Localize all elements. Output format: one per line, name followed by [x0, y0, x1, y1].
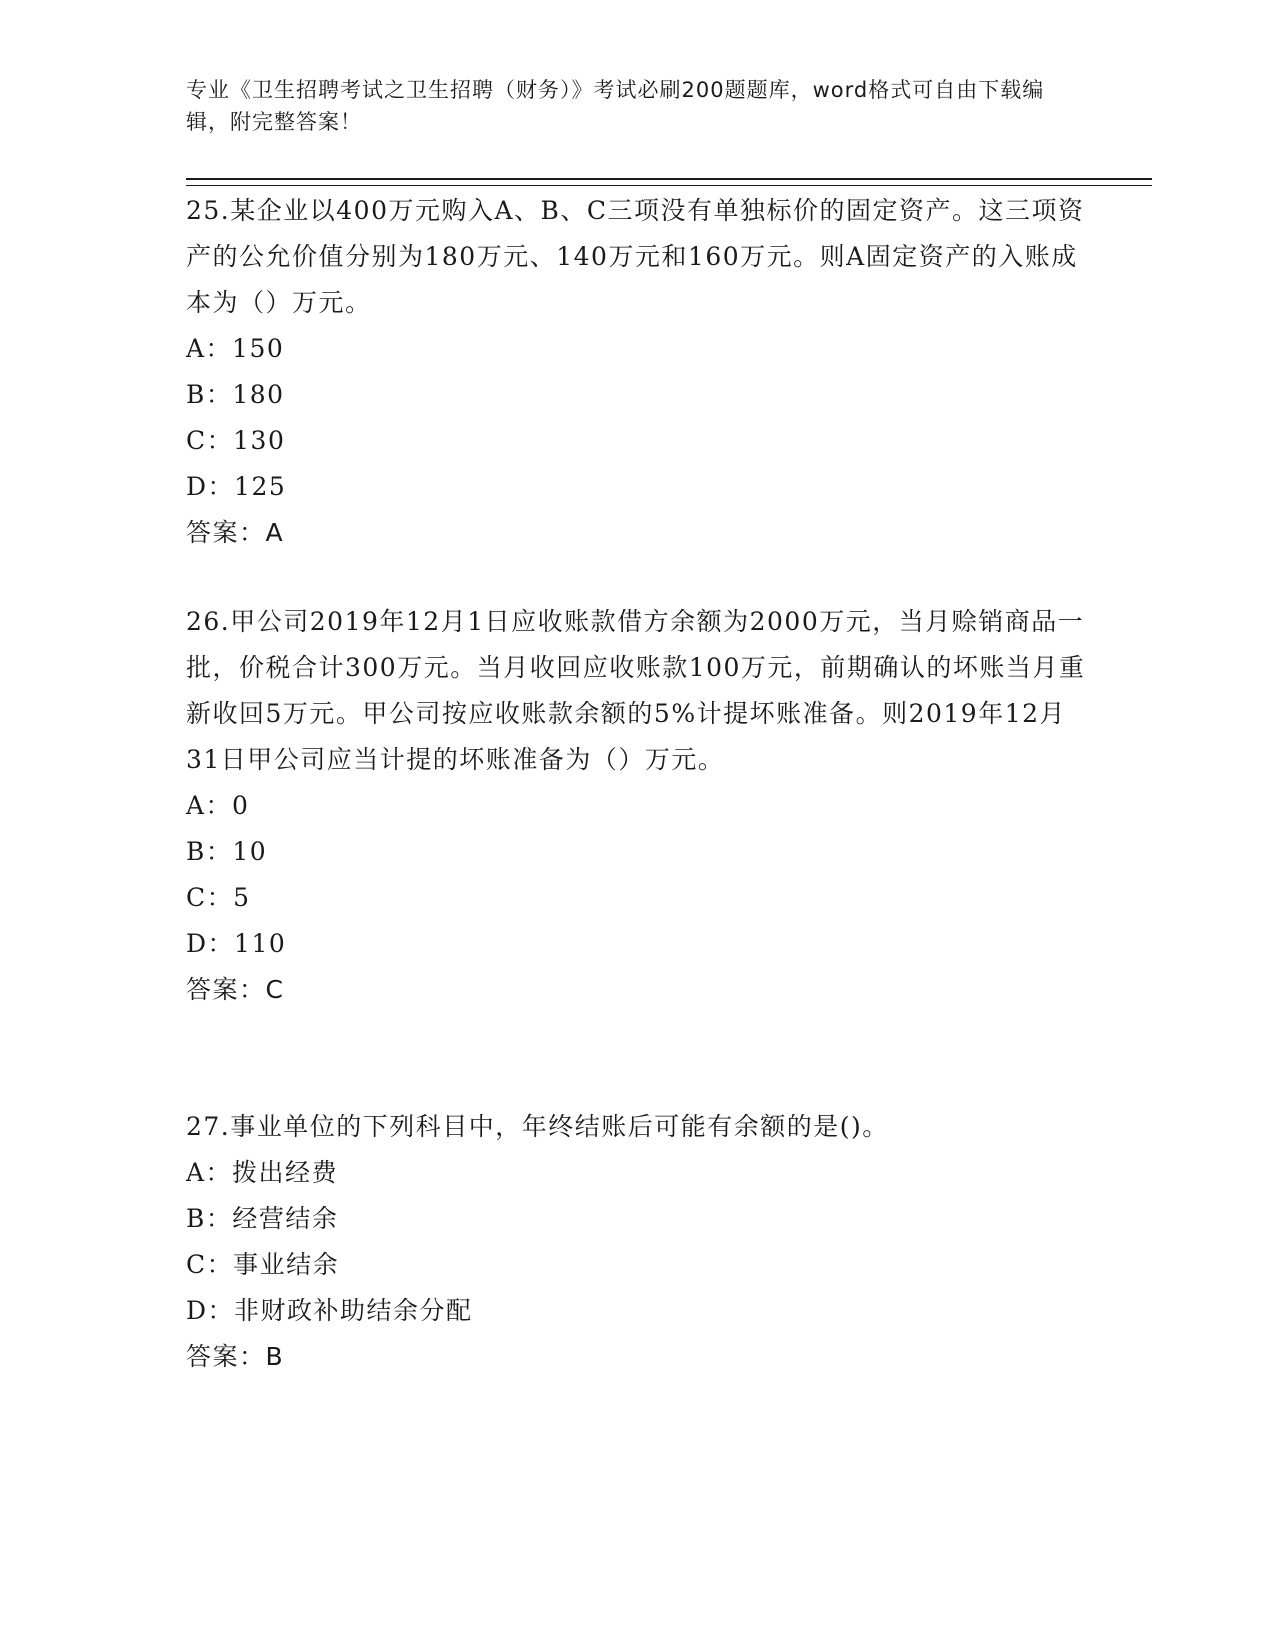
question-27 [186, 1104, 1086, 1380]
option-d: D：110 [186, 929, 287, 958]
answer-label: 答案：B [186, 1342, 285, 1371]
question-stem: 25.某企业以400万元购入A、B、C三项没有单独标价的固定资产。这三项资产的公允价值分别为180万元、140万元和160万元。则A固定资产的入账成本为（）万元。 [186, 196, 1085, 317]
question-stem: 26.甲公司2019年12月1日应收账款借方余额为2000万元，当月赊销商品一批，价税合计300万元。当月收回应收账款100万元，前期确认的坏账当月重新收回5万元。甲公司按应收账款余额的5%计提坏账准备。则2019年12月31日甲公司应当计提的坏账准备为（）万元。 [186, 607, 1086, 774]
answer-label: 答案：C [186, 975, 285, 1004]
answer-label: 答案：A [186, 518, 285, 547]
option-a: A：0 [186, 791, 250, 820]
option-d: D：125 [186, 472, 287, 501]
document-header: 专业《卫生招聘考试之卫生招聘（财务）》考试必刷200题题库，word格式可自由下载编辑，附完整答案！ [186, 78, 1045, 134]
header-divider [186, 178, 1152, 186]
question-26 [186, 599, 1086, 1013]
option-d: D：非财政补助结余分配 [186, 1296, 473, 1325]
question-stem: 27.事业单位的下列科目中，年终结账后可能有余额的是()。 [186, 1112, 889, 1141]
option-a: A：150 [186, 334, 285, 363]
option-c: C：130 [186, 426, 286, 455]
option-c: C：事业结余 [186, 1250, 340, 1279]
option-c: C：5 [186, 883, 251, 912]
question-25 [186, 188, 1086, 556]
option-b: B：10 [186, 837, 268, 866]
option-b: B：180 [186, 380, 285, 409]
option-b: B：经营结余 [186, 1204, 339, 1233]
option-a: A：拨出经费 [186, 1158, 339, 1187]
